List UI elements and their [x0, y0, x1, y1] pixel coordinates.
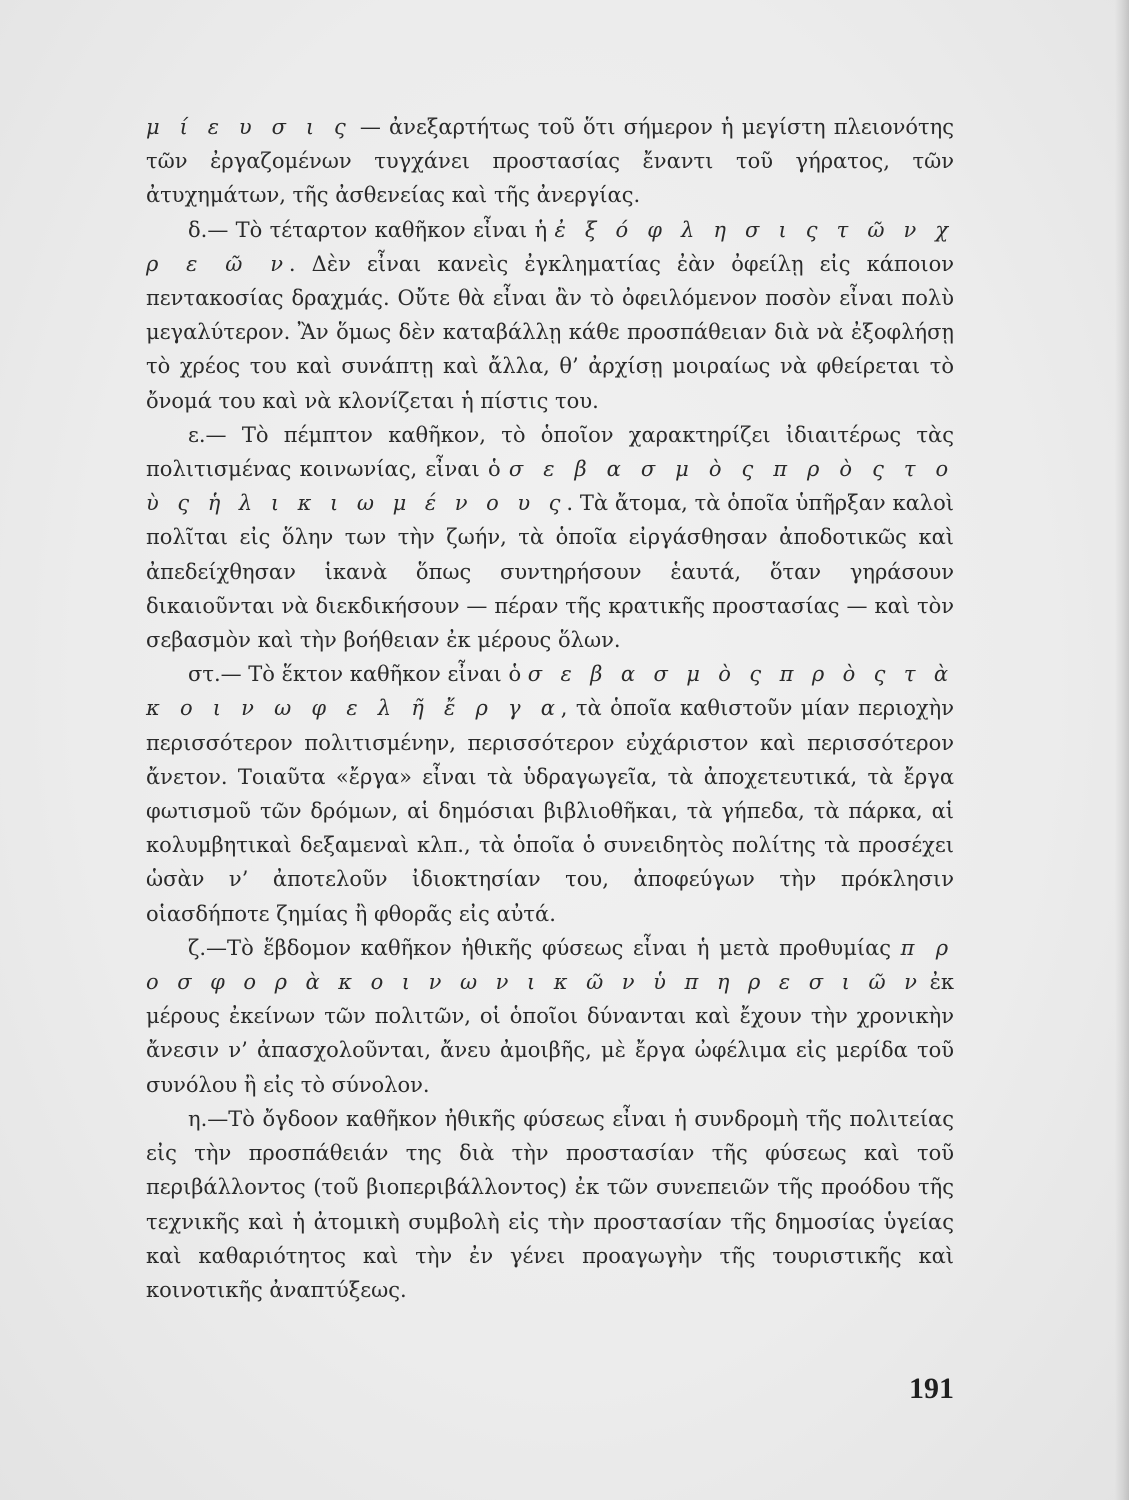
text-run: . Δὲν εἶναι κανεὶς ἐγκληματίας ἐὰν ὀφείλῃ εἰς κάποιον πεντακοσίας δραχμάς. Οὔτε θὰ εἶναι ἂν τὸ ὀφειλόμενον ποσὸν εἶναι πολὺ μεγαλύτερον. Ἂν ὅμως δὲν καταβάλλῃ κάθε προσπάθειαν διὰ νὰ ἐξοφλήσῃ τὸ χρέος του καὶ συνάπτῃ καὶ ἄλλα, θ’ ἀρχίσῃ μοιραίως νὰ φθείρεται τὸ ὄνομά του καὶ νὰ κλονίζεται ἡ πίστις του.: [146, 251, 954, 413]
paragraph-zeta: [146, 931, 954, 1102]
spaced-emphasis: ἐ ξ ό φ λ η σ ι ς τ ῶ ν χ ρ ε ῶ ν: [146, 217, 954, 276]
text-run: η.—Τὸ ὄγδοον καθῆκον ἠθικῆς φύσεως εἶναι ἡ συνδρομὴ τῆς πολιτείας εἰς τὴν προσπάθειάν της διὰ τὴν προστασίαν τῆς φύσεως καὶ τοῦ περιβάλλοντος (τοῦ βιοπεριβάλλοντος) ἐκ τῶν συνεπειῶν τῆς προόδου τῆς τεχνικῆς καὶ ἡ ἀτομικὴ συμβολὴ εἰς τὴν προστασίαν τῆς δημοσίας ὑγείας καὶ καθαριότητος καὶ τὴν ἐν γένει προαγωγὴν τῆς τουριστικῆς καὶ κοινοτικῆς ἀναπτύξεως.: [146, 1106, 954, 1302]
paragraph-stigma: [146, 657, 954, 931]
page-number: 191: [909, 1372, 954, 1405]
spaced-emphasis: σ ε β α σ μ ὸ ς π ρ ὸ ς τ ὰ κ ο ι ν ω φ ε λ ῆ ἔ ρ γ α: [146, 662, 954, 721]
paragraph-continuation: [146, 110, 954, 213]
spaced-emphasis: μ ί ε υ σ ι ς: [146, 115, 352, 139]
body-text: [146, 110, 954, 1307]
text-run: στ.— Τὸ ἕκτον καθῆκον εἶναι ὁ: [188, 662, 528, 687]
paragraph-delta: [146, 213, 954, 418]
page-edge-shadow: [1115, 0, 1129, 1500]
paragraph-eta: [146, 1102, 954, 1307]
text-run: δ.— Τὸ τέταρτον καθῆκον εἶναι ἡ: [188, 217, 555, 242]
text-run: . Τὰ ἄτομα, τὰ ὁποῖα ὑπῆρξαν καλοὶ πολῖται εἰς ὅλην των τὴν ζωήν, τὰ ὁποῖα εἰργάσθησαν ἀποδοτικῶς καὶ ἀπεδείχθησαν ἱκανὰ ὅπως συντηρήσουν ἑαυτά, ὅταν γηράσουν δικαιοῦνται νὰ διεκδικήσουν — πέραν τῆς κρατικῆς προστασίας — καὶ τὸν σεβασμὸν καὶ τὴν βοήθειαν ἐκ μέρους ὅλων.: [146, 491, 954, 653]
text-run: , τὰ ὁποῖα καθιστοῦν μίαν περιοχὴν περισσότερον πολιτισμένην, περισσότερον εὐχάριστον καὶ περισσότερον ἄνετον. Τοιαῦτα «ἔργα» εἶναι τὰ ὑδραγωγεῖα, τὰ ἀποχετευτικά, τὰ ἔργα φωτισμοῦ τῶν δρόμων, αἱ δημόσιαι βιβλιοθῆκαι, τὰ γήπεδα, τὰ πάρκα, αἱ κολυμβητικαὶ δεξαμεναὶ κλπ., τὰ ὁποῖα ὁ συνειδητὸς πολίτης τὰ προσέχει ὡσὰν ν’ ἀποτελοῦν ἰδιοκτησίαν του, ἀποφεύγων τὴν πρόκλησιν οἱασδήποτε ζημίας ἢ φθορᾶς εἰς αὐτά.: [146, 696, 954, 926]
paragraph-epsilon: [146, 418, 954, 657]
text-run: ε.— Τὸ πέμπτον καθῆκον, τὸ ὁποῖον χαρακτηρίζει ἰδιαιτέρως τὰς πολιτισμένας κοινωνίας, εἶναι ὁ: [146, 422, 954, 482]
text-run: ζ.—Τὸ ἕβδομον καθῆκον ἠθικῆς φύσεως εἶναι ἡ μετὰ προθυμίας: [188, 935, 901, 960]
spaced-emphasis: π ρ ο σ φ ο ρ ὰ κ ο ι ν ω ν ι κ ῶ ν ὑ π η ρ ε σ ι ῶ ν: [146, 935, 954, 995]
text-run: — ἀνεξαρτήτως τοῦ ὅτι σήμερον ἡ μεγίστη πλειονότης τῶν ἐργαζομένων τυγχάνει προστασίας ἔναντι τοῦ γήρατος, τῶν ἀτυχημάτων, τῆς ἀσθενείας καὶ τῆς ἀνεργίας.: [146, 115, 954, 208]
spaced-emphasis: σ ε β α σ μ ὸ ς π ρ ὸ ς τ ο ὺ ς ἡ λ ι κ ι ω μ έ ν ο υ ς: [146, 457, 954, 516]
text-run: ἐκ μέρους ἐκείνων τῶν πολιτῶν, οἱ ὁποῖοι δύνανται καὶ ἔχουν τὴν χρονικὴν ἄνεσιν ν’ ἀπασχολοῦνται, ἄνευ ἀμοιβῆς, μὲ ἔργα ὠφέλιμα εἰς μερίδα τοῦ συνόλου ἢ εἰς τὸ σύνολον.: [146, 970, 954, 1097]
